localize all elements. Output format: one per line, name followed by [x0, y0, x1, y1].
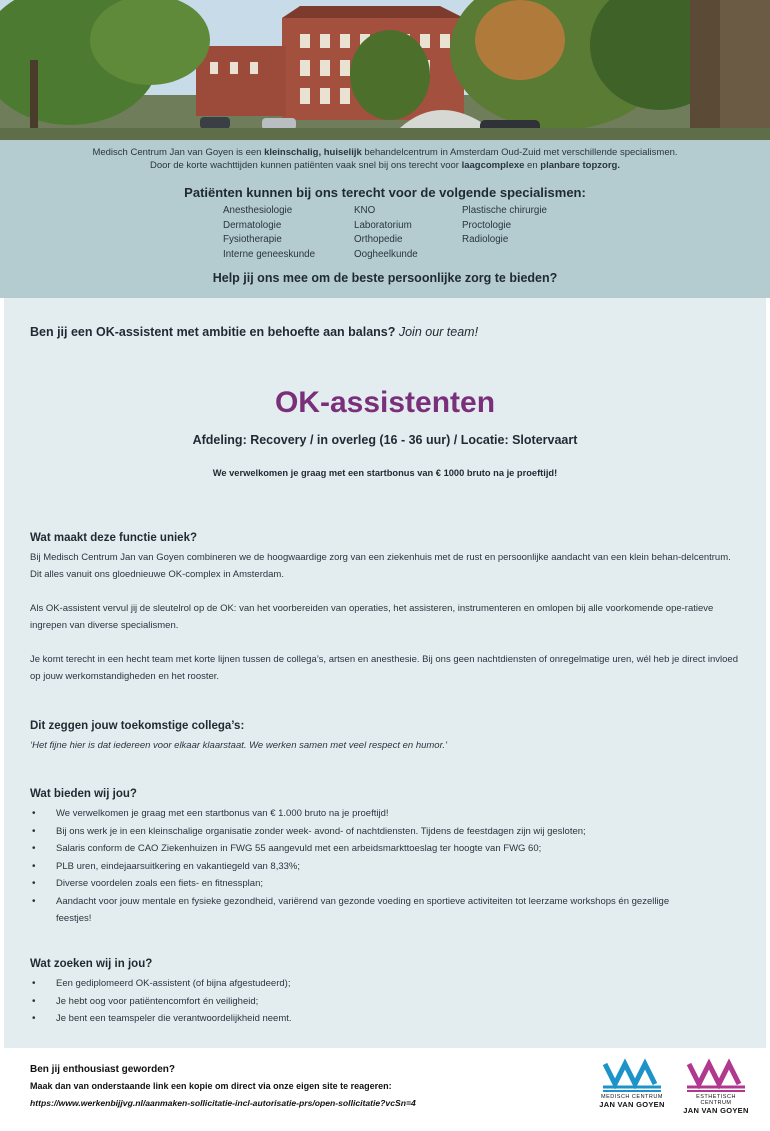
bullet-icon: • [32, 860, 36, 872]
footer-instruction: Maak dan van onderstaande link een kopie om direct via onze eigen site te reageren: [30, 1081, 392, 1091]
vacancy-card [4, 298, 766, 1048]
list-item: • We verwelkomen je graag met een startbonus van € 1.000 bruto na je proeftijd! [30, 805, 742, 823]
offer-heading: Wat bieden wij jou? [30, 788, 137, 800]
specialisms-column-1 [223, 204, 315, 262]
bullet-icon: • [32, 878, 36, 889]
intro-line-2: Door de korte wachttijden kunnen patiënten vaak snel bij ons terecht voor laagcomplexe en planbare topzorg. [150, 160, 620, 171]
specialism-item: Interne geneeskunde [223, 248, 316, 260]
list-item: • Aandacht voor jouw mentale en fysieke gezondheid, variërend van gezonde voeding en sportieve activiteiten tot leerzame workshops én gezellige feestjes! [30, 893, 742, 928]
unique-heading: Wat maakt deze functie uniek? [30, 532, 197, 544]
job-meta: Afdeling: Recovery / in overleg (16 - 36 uur) / Locatie: Slotervaart [192, 433, 578, 447]
application-link[interactable]: https://www.werkenbijjvg.nl/aanmaken-sollicitatie-incl-autorisatie-prs/open-sollicitatie?vcSn=4 [30, 1098, 416, 1108]
bullet-icon: • [32, 843, 36, 854]
bullet-icon: • [32, 808, 36, 819]
bullet-icon: • [32, 895, 36, 907]
jvg-purple-logo-icon [685, 1058, 747, 1092]
logo-subtitle: ESTHETISCH CENTRUM [696, 1094, 736, 1106]
bullet-icon: • [32, 825, 36, 837]
specialism-item: Oogheelkunde [354, 248, 418, 260]
specialisms-column-3 [462, 204, 547, 248]
hero-photo [0, 0, 770, 140]
specialism-item: Plastische chirurgie [462, 205, 547, 216]
logo-name: JAN VAN GOYEN [599, 1100, 665, 1109]
intro-band [0, 140, 770, 298]
specialism-item: Fysiotherapie [223, 234, 282, 245]
specialism-item: Radiologie [462, 234, 509, 245]
list-item: • Salaris conform de CAO Ziekenhuizen in FWG 55 aangevuld met een arbeidsmarkttoeslag ter hoogte van FWG 60; [30, 840, 742, 858]
esthetisch-centrum-logo [681, 1058, 751, 1124]
startbonus-line: We verwelkomen je graag met een startbonus van € 1000 bruto na je proeftijd! [212, 468, 558, 478]
specialism-item: KNO [354, 205, 376, 216]
list-item: • Je hebt oog voor patiëntencomfort én veiligheid; [30, 993, 742, 1011]
colleagues-heading: Dit zeggen jouw toekomstige collega’s: [30, 720, 245, 732]
medisch-centrum-logo [597, 1058, 667, 1124]
jvg-blue-logo-icon [601, 1058, 663, 1092]
bullet-icon: • [32, 978, 36, 989]
job-title: OK-assistenten [274, 386, 496, 419]
specialism-item: Laboratorium [354, 219, 412, 231]
footer-heading: Ben jij enthousiast geworden? [30, 1064, 176, 1075]
help-line: Help jij ons mee om de beste persoonlijke zorg te bieden? [212, 271, 558, 285]
list-item: • Je bent een teamspeler die verantwoordelijkheid neemt. [30, 1010, 742, 1028]
colleagues-quote: ‘Het fijne hier is dat iedereen voor elkaar klaarstaat. We werken samen met veel respect en humor.’ [30, 740, 448, 751]
intro-line-1: Medisch Centrum Jan van Goyen is een kleinschalig, huiselijk behandelcentrum in Amsterdam Oud-Zuid met verschillende specialismen. [92, 147, 678, 158]
specialism-item: Proctologie [462, 219, 512, 231]
unique-paragraph-1: Bij Medisch Centrum Jan van Goyen combineren we de hoogwaardige zorg van een ziekenhuis met de rust en persoonlijke aandacht van een klein behan-delcentrum. Dit alles vanuit ons gloednieuwe OK-complex in Amsterdam. [30, 552, 731, 580]
list-item: • Diverse voordelen zoals een fiets- en fitnessplan; [30, 875, 742, 893]
list-item: • Bij ons werk je in een kleinschalige organisatie zonder week- avond- of nachtdiensten. Tijdens de feestdagen zijn wij gesloten; [30, 823, 742, 841]
list-item: • PLB uren, eindejaarsuitkering en vakantiegeld van 8,33%; [30, 858, 742, 876]
logo-subtitle: MEDISCH CENTRUM [601, 1094, 663, 1100]
bullet-icon: • [32, 1013, 36, 1024]
building-photo-illustration [0, 0, 770, 140]
ambition-line: Ben jij een OK-assistent met ambitie en behoefte aan balans? Join our team! [30, 325, 479, 339]
seek-list [30, 975, 742, 1028]
unique-paragraph-2: Als OK-assistent vervul jij de sleutelrol op de OK: van het voorbereiden van operaties, het assisteren, instrumenteren en omlopen bij alle voorkomende ope-ratieve ingrepen van diverse specialismen. [30, 603, 714, 631]
footer [0, 1048, 770, 1131]
specialisms-column-2 [354, 204, 418, 262]
list-item: • Een gediplomeerd OK-assistent (of bijna afgestudeerd); [30, 975, 742, 993]
bullet-icon: • [32, 995, 36, 1007]
specialism-item: Anesthesiologie [223, 205, 293, 216]
unique-paragraph-3: Je komt terecht in een hecht team met korte lijnen tussen de collega’s, artsen en anesthesie. Bij ons geen nachtdiensten of onregelmatige uren, wél heb je direct invloed op jouw werkomstandigheden en het rooster. [30, 654, 739, 682]
offer-list [30, 805, 742, 928]
seek-heading: Wat zoeken wij in jou? [30, 958, 153, 970]
logo-name: JAN VAN GOYEN [683, 1106, 749, 1115]
specialism-item: Dermatologie [223, 219, 282, 231]
specialism-item: Orthopedie [354, 234, 403, 245]
specialisms-title: Patiënten kunnen bij ons terecht voor de volgende specialismen: [184, 185, 586, 200]
